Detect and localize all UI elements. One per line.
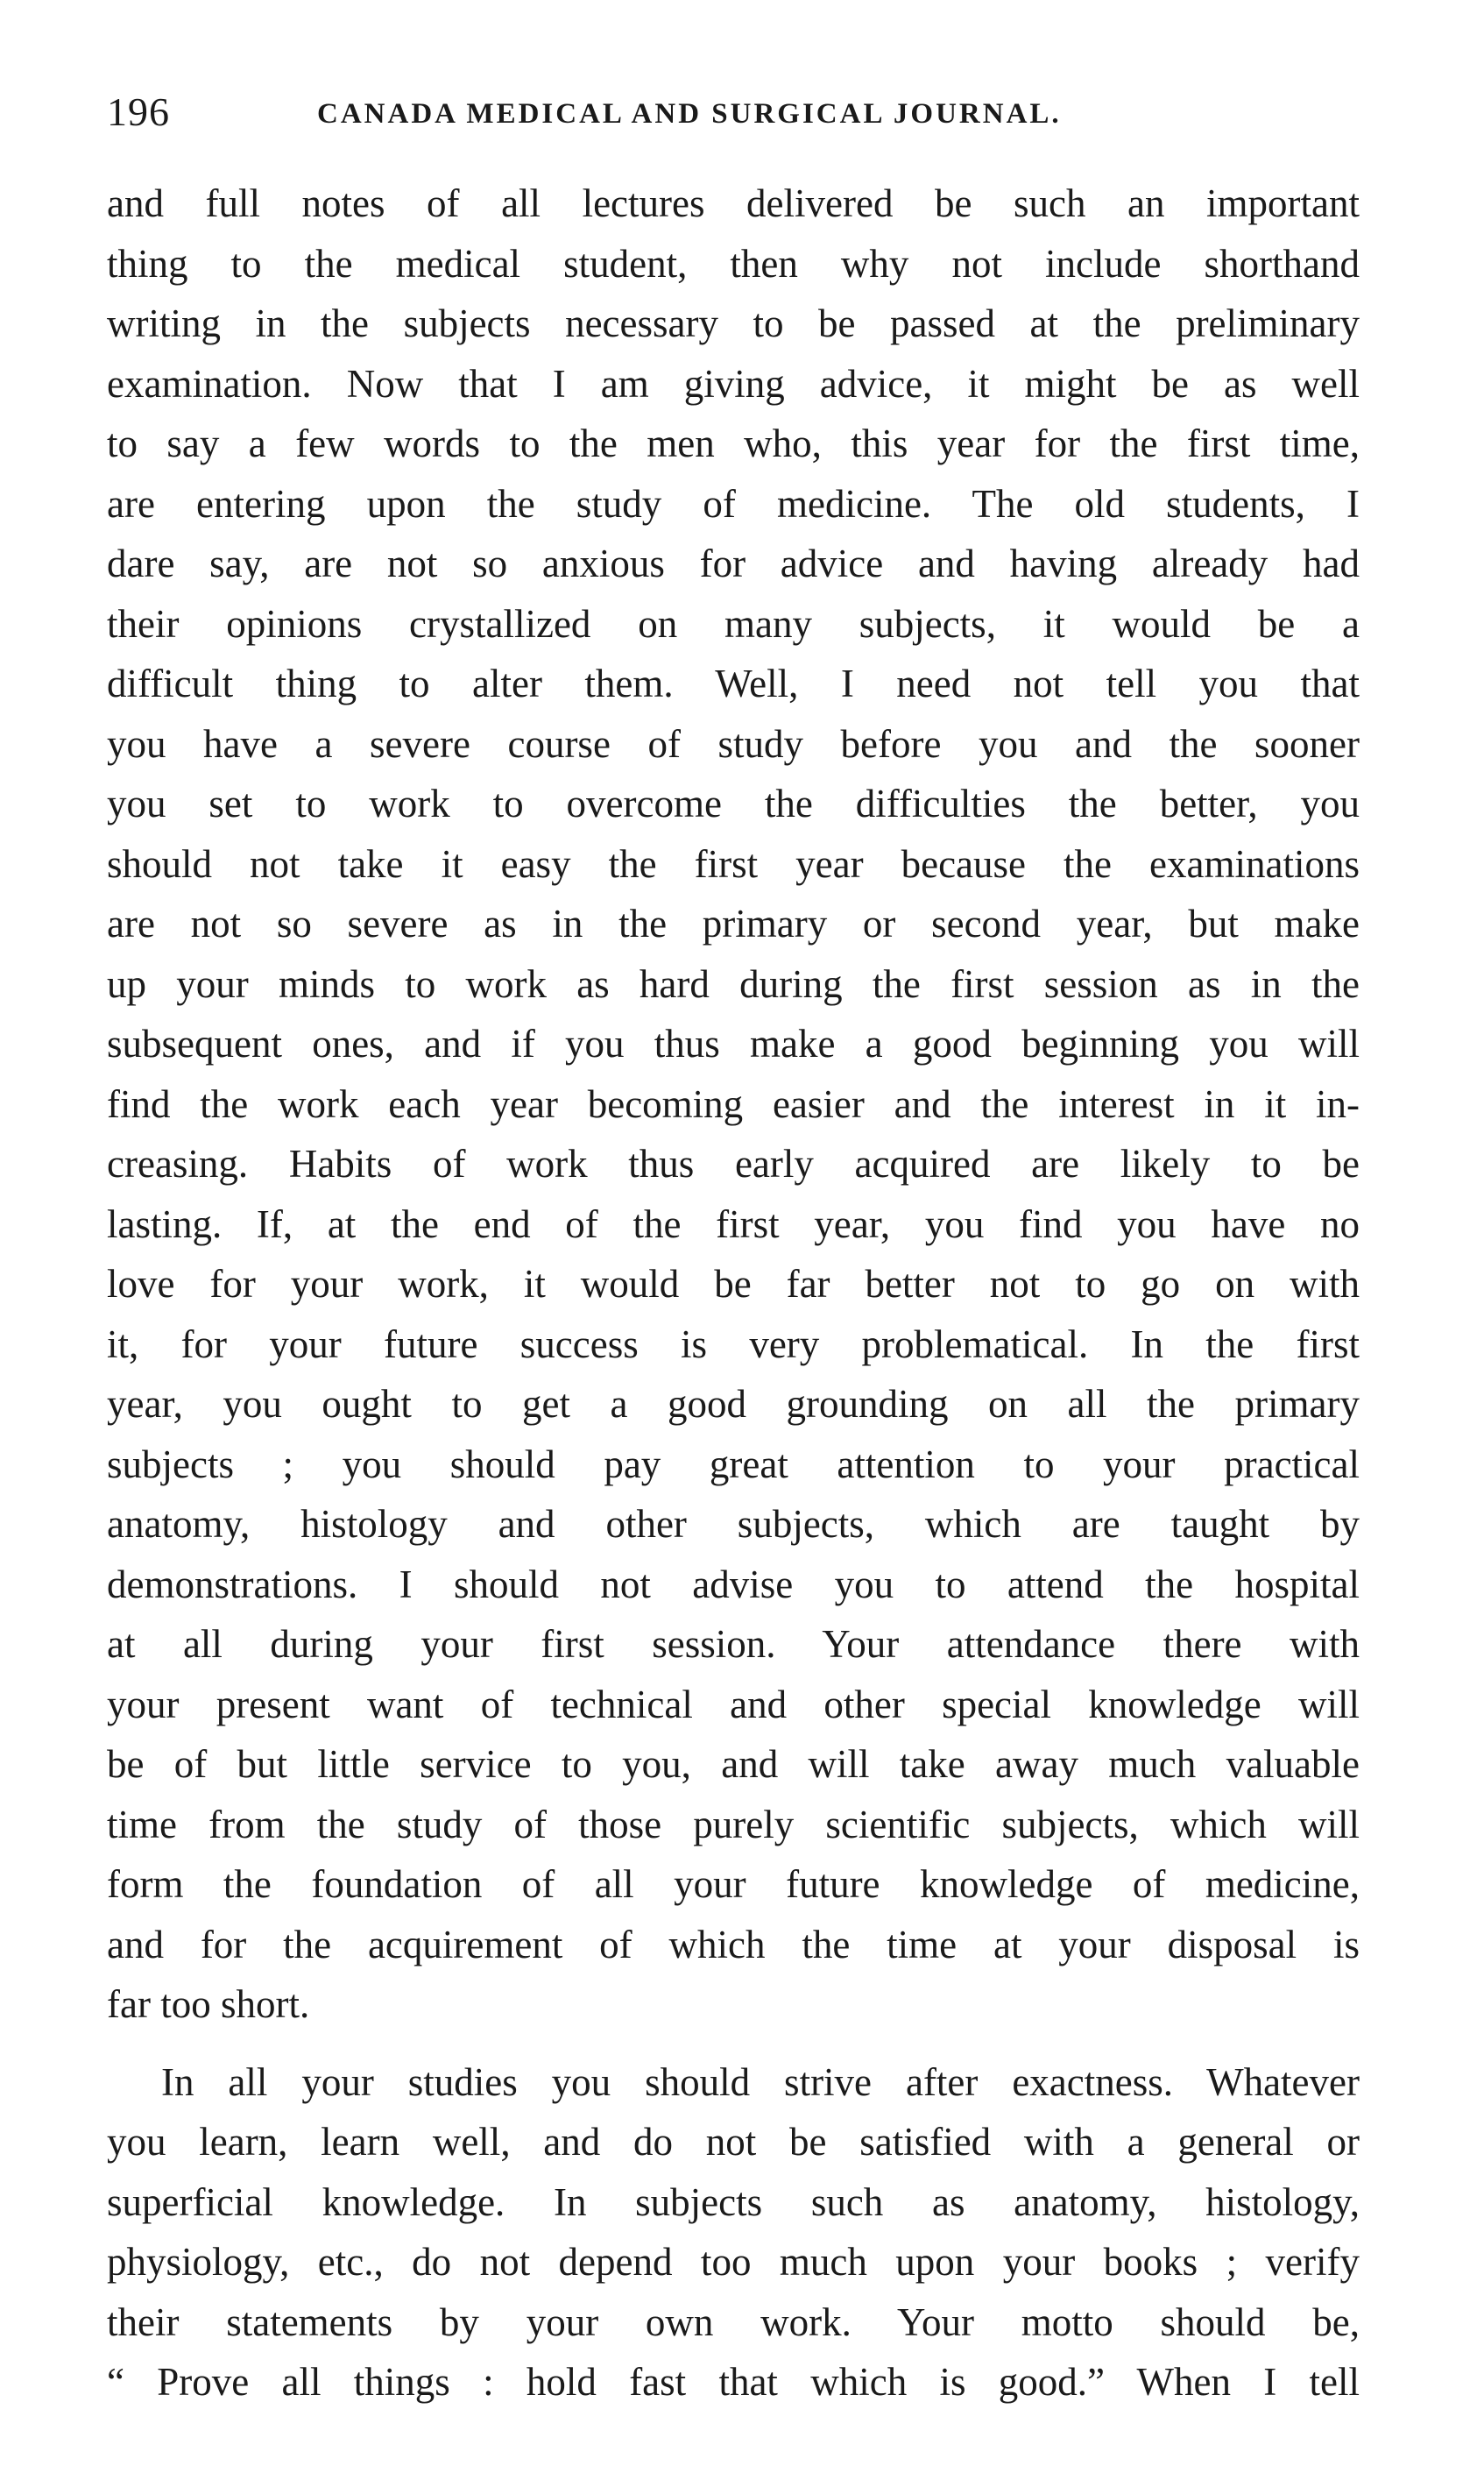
text-line: are not so severe as in the primary or second year, but make <box>107 902 1360 946</box>
text-line: lasting. If, at the end of the first year, you find you have no <box>107 1201 1360 1246</box>
text-line: up your minds to work as hard during the first session as in the <box>107 961 1360 1006</box>
text-line: time from the study of those purely scientific subjects, which will <box>107 1802 1360 1846</box>
text-line: form the foundation of all your future knowledge of medicine, <box>107 1862 1360 1906</box>
text-line: it, for your future success is very problematical. In the first <box>107 1321 1360 1366</box>
text-line: you set to work to overcome the difficulties the better, you <box>107 782 1360 825</box>
paragraph <box>107 2052 1360 2413</box>
text-line: be of but little service to you, and will take away much valuable <box>107 1742 1360 1786</box>
text-line: to say a few words to the men who, this year for the first time, <box>107 422 1360 465</box>
text-line: are entering upon the study of medicine. The old students, I <box>107 481 1360 526</box>
text-line: difficult thing to alter them. Well, I need not tell you that <box>107 662 1360 705</box>
text-line: subsequent ones, and if you thus make a good beginning you will <box>107 1022 1360 1066</box>
text-line: superficial knowledge. In subjects such as anatomy, histology, <box>107 2179 1360 2224</box>
text-line: should not take it easy the first year because the examinations <box>107 841 1360 886</box>
text-line: thing to the medical student, then why not include shorthand <box>107 241 1360 286</box>
text-line: anatomy, histology and other subjects, which are taught by <box>107 1502 1360 1546</box>
paragraph-gap <box>107 2035 1360 2052</box>
text-line: “ Prove all things : hold fast that which is good.” When I tell <box>107 2360 1360 2404</box>
text-line: you have a severe course of study before you and the sooner <box>107 721 1360 766</box>
text-line: their opinions crystallized on many subjects, it would be a <box>107 601 1360 646</box>
text-line: and for the acquirement of which the time at your disposal is <box>107 1922 1360 1966</box>
text-line: you learn, learn well, and do not be satisfied with a general or <box>107 2120 1360 2164</box>
text-line: In all your studies you should strive after exactness. Whatever <box>161 2059 1360 2104</box>
text-line: your present want of technical and other special knowledge will <box>107 1682 1360 1726</box>
journal-title: CANADA MEDICAL AND SURGICAL JOURNAL. <box>317 98 1062 130</box>
text-line: examination. Now that I am giving advice, it might be as well <box>107 361 1360 406</box>
text-line: find the work each year becoming easier and the interest in it in- <box>107 1081 1360 1126</box>
text-line: creasing. Habits of work thus early acquired are likely to be <box>107 1142 1360 1186</box>
text-line: year, you ought to get a good grounding on all the primary <box>107 1382 1360 1426</box>
running-head <box>107 86 1360 138</box>
text-line: writing in the subjects necessary to be passed at the preliminary <box>107 301 1360 345</box>
text-line: their statements by your own work. Your motto should be, <box>107 2299 1360 2344</box>
page-number: 196 <box>107 89 170 134</box>
text-line: dare say, are not so anxious for advice and having already had <box>107 542 1360 585</box>
article-body <box>107 174 1360 2413</box>
text-line: at all during your first session. Your attendance there with <box>107 1622 1360 1666</box>
text-line: demonstrations. I should not advise you to attend the hospital <box>107 1562 1360 1606</box>
text-line: subjects ; you should pay great attention to your practical <box>107 1442 1360 1486</box>
text-line: far too short. <box>107 1982 310 2026</box>
text-line: love for your work, it would be far better not to go on with <box>107 1262 1360 1306</box>
text-line: physiology, etc., do not depend too much upon your books ; verify <box>107 2240 1360 2284</box>
text-line: and full notes of all lectures delivered be such an important <box>107 181 1360 225</box>
paragraph <box>107 174 1360 2035</box>
